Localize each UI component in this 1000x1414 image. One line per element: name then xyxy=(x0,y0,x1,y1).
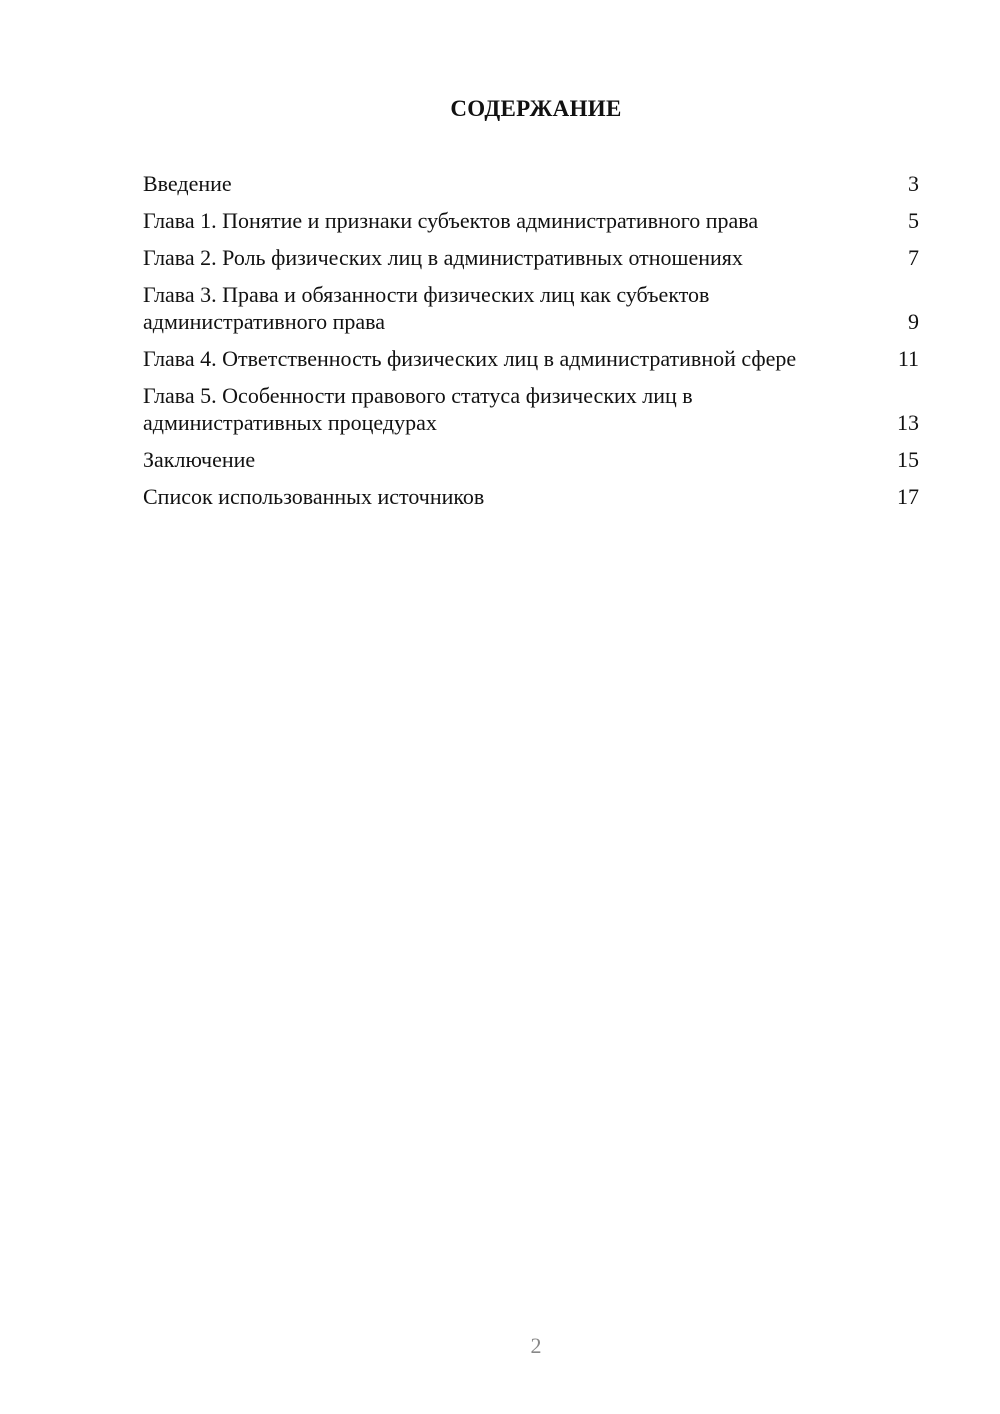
toc-entry-page: 13 xyxy=(897,410,919,435)
toc-entry-page: 3 xyxy=(908,171,919,196)
toc-entry-introduction[interactable] xyxy=(143,170,919,197)
toc-entry-text: Введение xyxy=(143,171,232,196)
toc-entry-chapter-5[interactable] xyxy=(143,382,919,436)
toc-entry-chapter-1[interactable] xyxy=(143,207,919,234)
toc-entry-text: Заключение xyxy=(143,447,256,472)
toc-entry-page: 5 xyxy=(908,208,919,233)
toc-entry-text: Список использованных источников xyxy=(143,484,485,509)
toc-entry-conclusion[interactable] xyxy=(143,446,919,473)
toc-entry-text: Глава 4. Ответственность физических лиц в административной сфере xyxy=(143,346,797,371)
toc-entry-page: 17 xyxy=(897,484,919,509)
table-of-contents xyxy=(143,170,919,520)
toc-entry-text: Глава 3. Права и обязанности физических лиц как субъектов административного права xyxy=(143,282,710,334)
toc-entry-chapter-3[interactable] xyxy=(143,281,919,335)
page-number: 2 xyxy=(530,1333,542,1358)
toc-entry-chapter-2[interactable] xyxy=(143,244,919,271)
toc-entry-chapter-4[interactable] xyxy=(143,345,919,372)
toc-entry-page: 15 xyxy=(897,447,919,472)
toc-entry-page: 11 xyxy=(897,346,919,371)
toc-entry-references[interactable] xyxy=(143,483,919,510)
toc-entry-text: Глава 2. Роль физических лиц в административных отношениях xyxy=(143,245,743,270)
toc-entry-page: 7 xyxy=(908,245,919,270)
toc-entry-page: 9 xyxy=(908,309,919,334)
toc-entry-text: Глава 1. Понятие и признаки субъектов административного права xyxy=(143,208,759,233)
toc-entry-text: Глава 5. Особенности правового статуса физических лиц в административных процедурах xyxy=(143,383,693,435)
toc-title: СОДЕРЖАНИЕ xyxy=(450,96,622,121)
